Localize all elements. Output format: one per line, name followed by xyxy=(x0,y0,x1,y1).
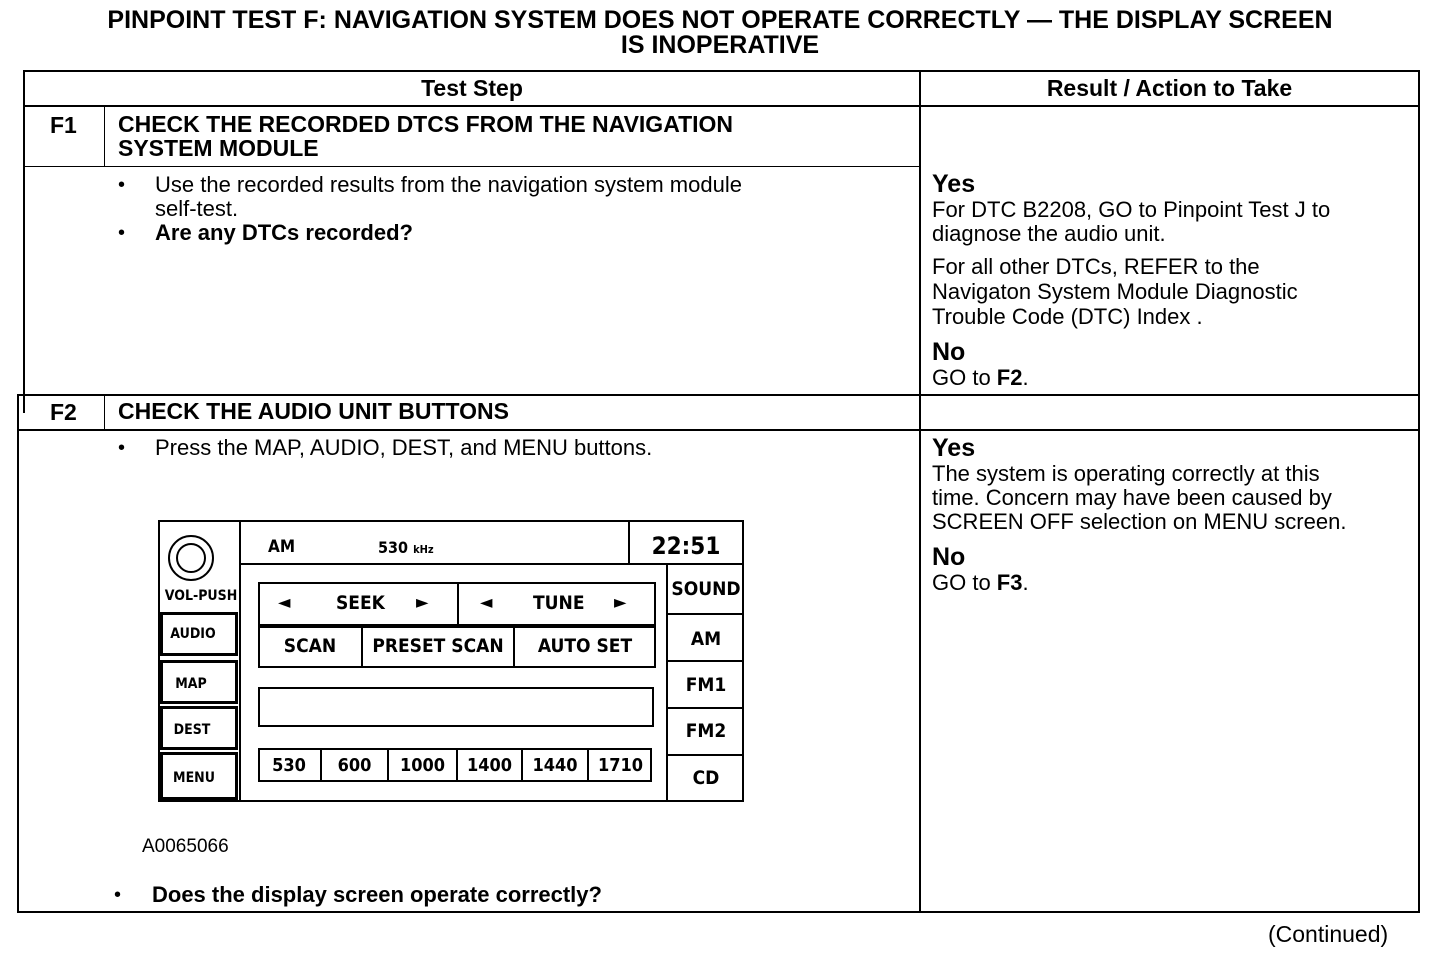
f2-no-target: F3 xyxy=(996,570,1023,595)
f2-yes-label: Yes xyxy=(932,434,976,462)
bullet-icon: • xyxy=(118,174,126,196)
preset-button[interactable]: 1000 xyxy=(399,755,446,776)
f2-yes-line1: The system is operating correctly at this xyxy=(932,461,1320,486)
page-title-line2: IS INOPERATIVE xyxy=(620,31,820,59)
step-title-f2: CHECK THE AUDIO UNIT BUTTONS xyxy=(118,398,509,424)
f1-other-line1: For all other DTCs, REFER to the xyxy=(932,254,1260,279)
seek-forward-icon[interactable]: ► xyxy=(416,592,429,613)
seek-label: SEEK xyxy=(336,592,385,614)
f1-other-line3: Trouble Code (DTC) Index . xyxy=(932,304,1203,329)
dest-button[interactable]: DEST xyxy=(160,706,238,750)
bullet-icon: • xyxy=(114,884,122,906)
f1-yes-line2: diagnose the audio unit. xyxy=(932,221,1166,246)
f1-question: Are any DTCs recorded? xyxy=(155,220,413,245)
step-title-f1-line1: CHECK THE RECORDED DTCS FROM THE NAVIGATION xyxy=(118,111,734,137)
menu-button[interactable]: MENU xyxy=(160,752,238,800)
bullet-icon: • xyxy=(118,437,126,459)
preset-button[interactable]: 600 xyxy=(337,755,372,776)
f1-instruction-line1: Use the recorded results from the navigation system module xyxy=(155,172,742,197)
figure-id: A0065066 xyxy=(142,836,229,857)
preset-button[interactable]: 530 xyxy=(272,755,306,776)
preset-button[interactable]: 1710 xyxy=(597,755,644,776)
map-button[interactable]: MAP xyxy=(160,660,238,704)
cd-button[interactable]: CD xyxy=(692,767,720,789)
fm1-button[interactable]: FM1 xyxy=(685,674,727,696)
tune-back-icon[interactable]: ◄ xyxy=(480,592,493,613)
f2-no-label: No xyxy=(932,543,966,571)
page-title-line1: PINPOINT TEST F: NAVIGATION SYSTEM DOES NOT OPERATE CORRECTLY — THE DISPLAY SCREEN xyxy=(107,6,1333,34)
preset-button[interactable]: 1400 xyxy=(466,755,513,776)
step-title-f1-line2: SYSTEM MODULE xyxy=(118,135,319,161)
preset-scan-button[interactable]: PRESET SCAN xyxy=(372,635,504,657)
f2-question: Does the display screen operate correctly? xyxy=(152,882,602,907)
scan-button[interactable]: SCAN xyxy=(283,635,337,657)
audio-unit-illustration xyxy=(158,520,744,802)
clock-display: 22:51 xyxy=(651,532,721,560)
f1-yes-line1: For DTC B2208, GO to Pinpoint Test J to xyxy=(932,197,1331,222)
audio-button[interactable]: AUDIO xyxy=(160,612,238,656)
f2-instruction: Press the MAP, AUDIO, DEST, and MENU buttons. xyxy=(155,435,653,460)
f2-yes-line2: time. Concern may have been caused by xyxy=(932,485,1332,510)
f2-yes-line3: SCREEN OFF selection on MENU screen. xyxy=(932,509,1347,534)
tune-label: TUNE xyxy=(533,592,585,614)
am-button[interactable]: AM xyxy=(690,628,722,650)
f1-yes-label: Yes xyxy=(932,170,976,198)
fm2-button[interactable]: FM2 xyxy=(685,720,727,742)
header-result: Result / Action to Take xyxy=(1046,75,1293,101)
header-test-step: Test Step xyxy=(421,75,523,101)
bullet-icon: • xyxy=(118,222,126,244)
band-display: AM xyxy=(268,537,296,557)
f2-no-action: GO to F3. xyxy=(932,570,1029,595)
seek-back-icon[interactable]: ◄ xyxy=(278,592,291,613)
auto-set-button[interactable]: AUTO SET xyxy=(537,635,633,657)
continued-label: (Continued) xyxy=(1268,921,1389,947)
tune-forward-icon[interactable]: ► xyxy=(614,592,627,613)
step-id-f2: F2 xyxy=(50,399,77,425)
sound-button[interactable]: SOUND xyxy=(671,578,741,600)
f1-no-target: F2 xyxy=(996,365,1023,390)
volume-knob-icon[interactable] xyxy=(168,535,214,581)
f1-instruction-line2: self-test. xyxy=(155,196,239,221)
text-display xyxy=(258,687,654,727)
f1-no-action: GO to F2. xyxy=(932,365,1029,390)
frequency-display: 530 kHz xyxy=(378,538,434,557)
preset-button[interactable]: 1440 xyxy=(532,755,578,776)
f1-no-label: No xyxy=(932,338,966,366)
vol-push-label: VOL-PUSH xyxy=(164,588,238,604)
step-id-f1: F1 xyxy=(50,112,77,138)
f1-other-line2: Navigaton System Module Diagnostic xyxy=(932,279,1298,304)
